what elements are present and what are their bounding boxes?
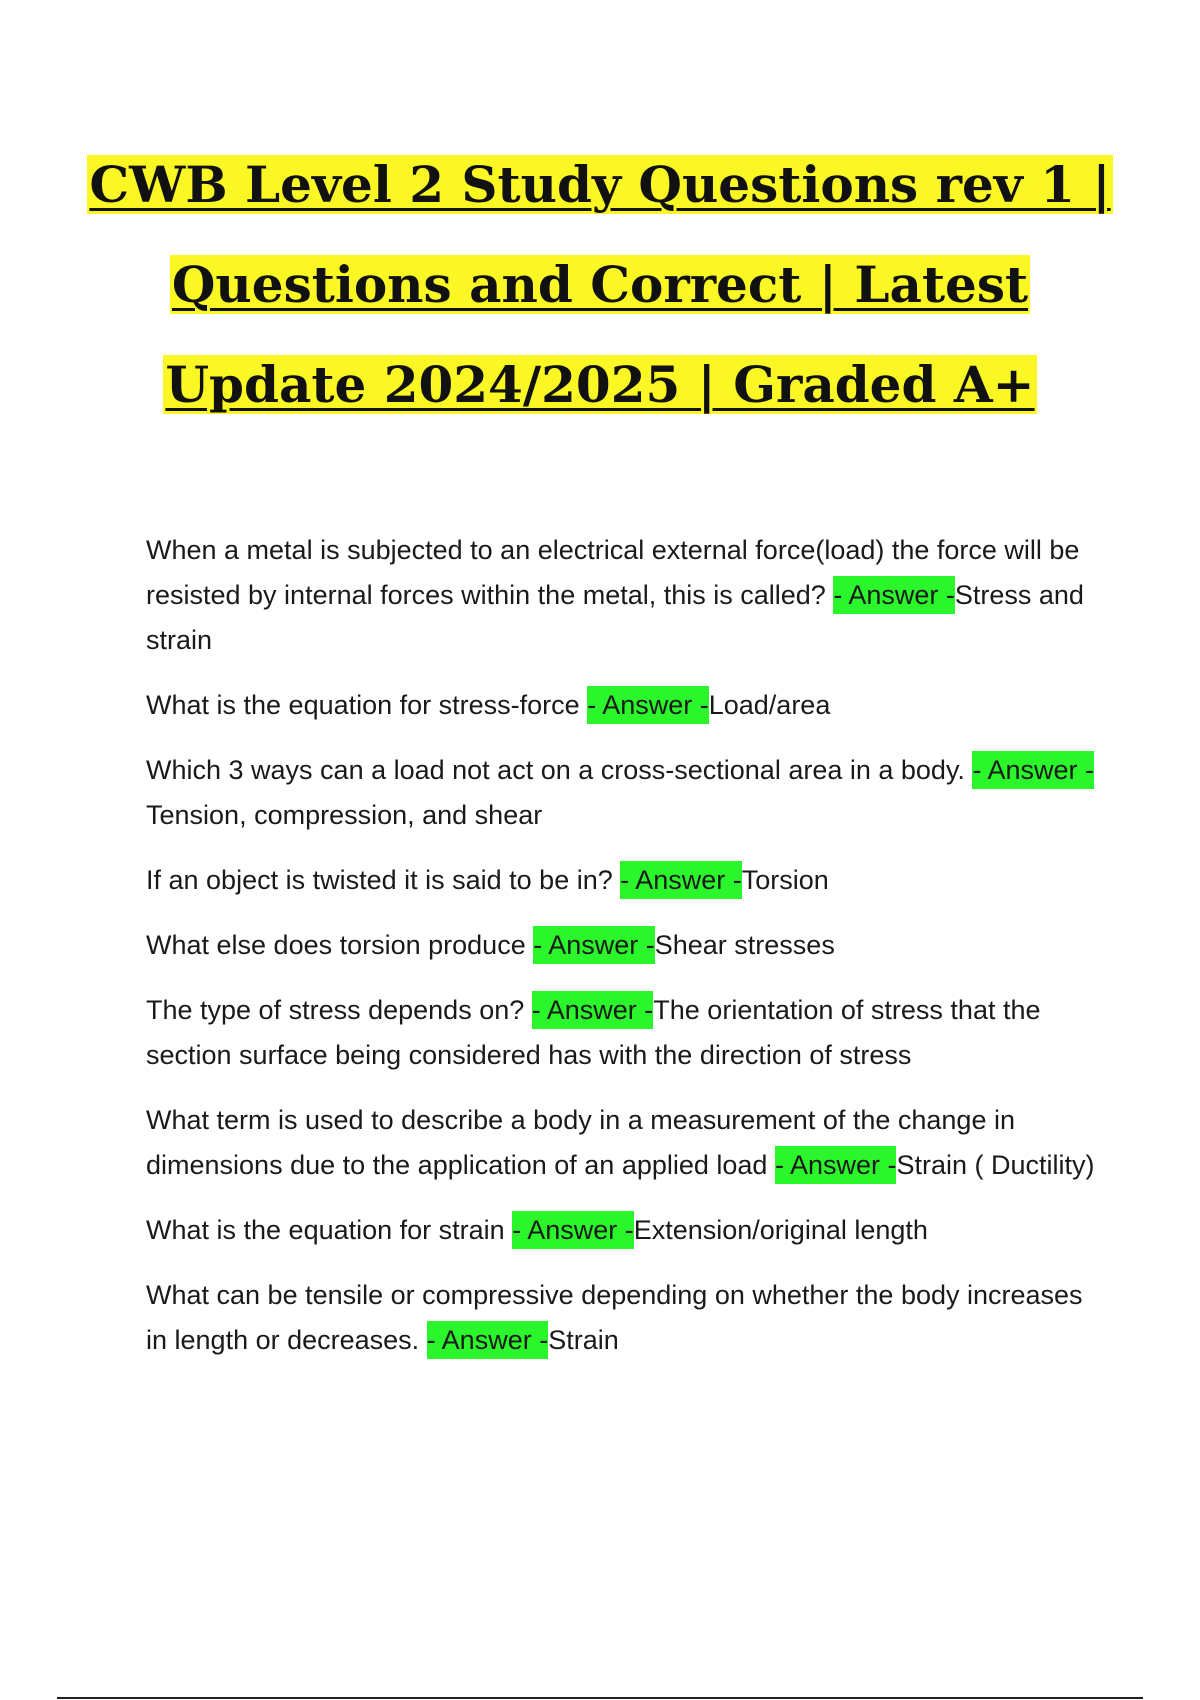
title-line-1-text: CWB Level 2 Study Questions rev 1 |	[89, 155, 1111, 214]
title-line-3-text: Update 2024/2025 | Graded A+	[165, 355, 1035, 414]
qa-item-4	[146, 858, 1096, 903]
question-text: The type of stress depends on?	[146, 995, 532, 1025]
question-text: What term is used to describe a body in a measurement of the change in dimensions due to the application of an applied load	[146, 1105, 1015, 1180]
answer-marker: - Answer -	[427, 1321, 549, 1359]
answer-marker: - Answer -	[532, 991, 654, 1029]
qa-item-3	[146, 748, 1096, 838]
answer-marker: - Answer -	[775, 1146, 897, 1184]
answer-text: Shear stresses	[654, 930, 835, 960]
title-line-1	[0, 135, 1200, 235]
answer-marker: - Answer -	[533, 926, 655, 964]
question-text: If an object is twisted it is said to be in?	[146, 865, 621, 895]
qa-item-5	[146, 923, 1096, 968]
title-line-2-text: Questions and Correct | Latest	[171, 255, 1029, 314]
answer-marker: - Answer -	[833, 576, 955, 614]
answer-marker: - Answer -	[620, 861, 742, 899]
answer-text: Strain ( Ductility)	[896, 1150, 1095, 1180]
question-text: When a metal is subjected to an electrical external force(load) the force will be resisted by internal forces within the metal, this is called?	[146, 535, 1080, 610]
answer-text: Stress and strain	[146, 580, 1084, 655]
answer-text: The orientation of stress that the section surface being considered has with the direction of stress	[146, 995, 1041, 1070]
answer-marker: - Answer -	[587, 686, 709, 724]
question-text: What else does torsion produce	[146, 930, 534, 960]
qa-item-1	[146, 528, 1096, 663]
qa-item-7	[146, 1098, 1096, 1188]
qa-item-2	[146, 683, 1096, 728]
answer-text: Torsion	[741, 865, 829, 895]
answer-text: Tension, compression, and shear	[146, 800, 543, 830]
qa-item-6	[146, 988, 1096, 1078]
answer-text: Load/area	[708, 690, 831, 720]
document-title	[0, 135, 1200, 435]
title-line-3	[0, 335, 1200, 435]
answer-marker: - Answer -	[512, 1211, 634, 1249]
bottom-divider	[57, 1697, 1143, 1699]
qa-item-9	[146, 1273, 1096, 1363]
question-text: What is the equation for stress-force	[146, 690, 588, 720]
answer-text: Extension/original length	[633, 1215, 928, 1245]
title-line-2	[0, 235, 1200, 335]
qa-item-8	[146, 1208, 1096, 1253]
question-text: What is the equation for strain	[146, 1215, 513, 1245]
answer-marker: - Answer -	[972, 751, 1094, 789]
question-text: Which 3 ways can a load not act on a cross-sectional area in a body.	[146, 755, 973, 785]
answer-text: Strain	[548, 1325, 619, 1355]
question-list	[146, 528, 1096, 1383]
question-text: What can be tensile or compressive depending on whether the body increases in length or decreases.	[146, 1280, 1083, 1355]
